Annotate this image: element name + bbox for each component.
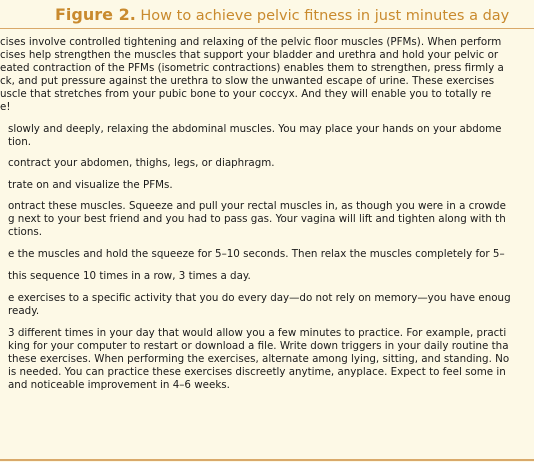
step-4-line: g next to your best friend and you had to pass gas. Your vagina will lift and tighten along with th xyxy=(8,213,506,225)
step-6-line: this sequence 10 times in a row, 3 times a day. xyxy=(8,270,251,282)
figure-label: Figure 2. xyxy=(55,5,136,24)
step-5-line: e the muscles and hold the squeeze for 5–10 seconds. Then relax the muscles completely for 5– xyxy=(8,248,505,260)
intro-line: e! xyxy=(0,101,11,113)
step-4-line: ontract these muscles. Squeeze and pull your rectal muscles in, as though you were in a crowde xyxy=(8,200,506,212)
step-3-line: trate on and visualize the PFMs. xyxy=(8,179,173,191)
intro-line: eated contraction of the PFMs (isometric contractions) enables them to strengthen, press firmly a xyxy=(0,62,504,74)
step-2-line: contract your abdomen, thighs, legs, or diaphragm. xyxy=(8,157,275,169)
step-8-line: and noticeable improvement in 4–6 weeks. xyxy=(8,379,230,391)
step-7-line: ready. xyxy=(8,305,40,317)
step-1-line: tion. xyxy=(8,136,31,148)
figure-caption: How to achieve pelvic fitness in just minutes a day xyxy=(140,8,510,24)
intro-line: cises involve controlled tightening and relaxing of the pelvic floor muscles (PFMs). When perform xyxy=(0,36,502,48)
intro-line: ck, and put pressure against the urethra to slow the unwanted escape of urine. These exercises xyxy=(0,75,495,87)
step-1-line: slowly and deeply, relaxing the abdominal muscles. You may place your hands on your abdome xyxy=(8,123,502,135)
step-8-line: king for your computer to restart or download a file. Write down triggers in your daily routine tha xyxy=(8,340,509,352)
step-4-line: ctions. xyxy=(8,226,43,238)
step-8-line: 3 different times in your day that would allow you a few minutes to practice. For example, practi xyxy=(8,327,507,339)
figure-title xyxy=(55,5,509,24)
figure-title-bar xyxy=(0,0,534,29)
step-8-line: is needed. You can practice these exercises discreetly anytime, anyplace. Expect to feel some in xyxy=(8,366,506,378)
bottom-divider xyxy=(0,459,534,461)
intro-line: cises help strengthen the muscles that support your bladder and urethra and hold your pelvic or xyxy=(0,49,499,61)
step-8-line: these exercises. When performing the exercises, alternate among lying, sitting, and standing. No xyxy=(8,353,510,365)
step-7-line: e exercises to a specific activity that you do every day—do not rely on memory—you have enoug xyxy=(8,292,511,304)
intro-line: uscle that stretches from your pubic bone to your coccyx. And they will enable you to totally re xyxy=(0,88,492,100)
